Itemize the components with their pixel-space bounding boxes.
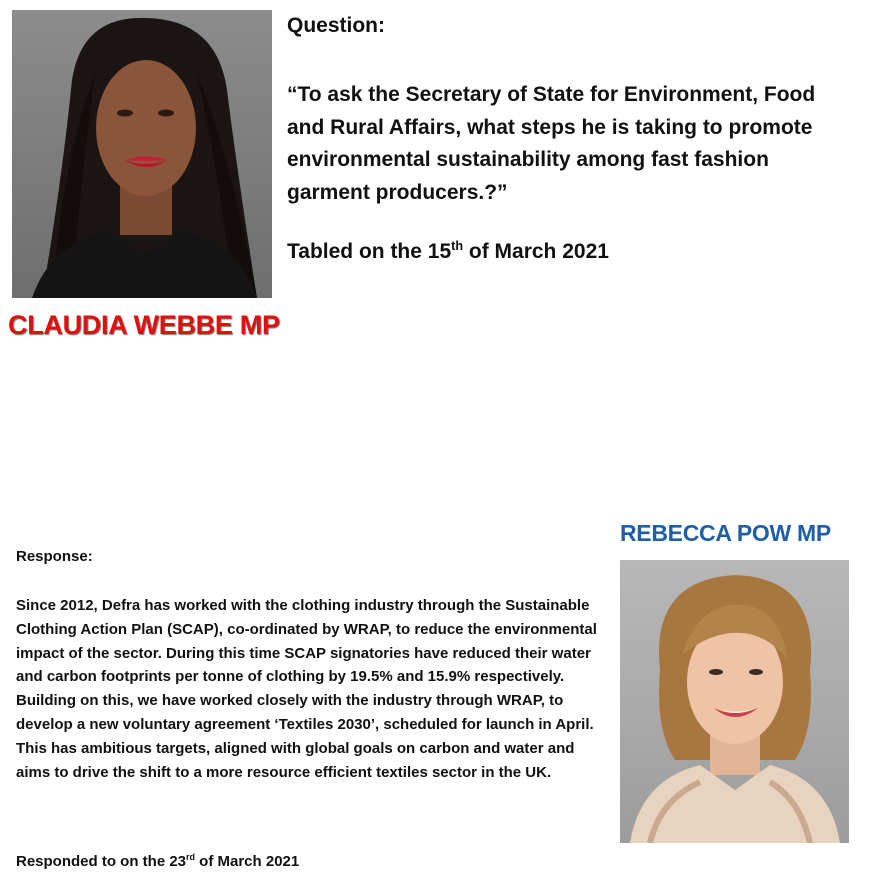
asker-name: CLAUDIA WEBBE MP xyxy=(8,310,280,340)
question-heading: Question: xyxy=(287,14,385,37)
response-text: Since 2012, Defra has worked with the clothing industry through the Sustainable Clothing Action Plan (SCAP), co-ordinated by WRAP, to reduce the environmental impact of the sector. During this time SCAP signatories have reduced their water and carbon footprints per tonne of clothing by 19.5% and 15.9% respectively. Building on this, we have worked closely with the industry through WRAP, to develop a new voluntary agreement ‘Textiles 2030’, scheduled for launch in April. This has ambitious targets, aligned with global goals on carbon and water and aims to drive the shift to a more resource efficient textiles sector in the UK. xyxy=(16,597,597,781)
responder-name: REBECCA POW MP xyxy=(620,520,831,546)
tabled-date-ordinal: th xyxy=(451,239,464,253)
tabled-date xyxy=(287,240,609,264)
responded-date xyxy=(16,853,299,870)
claudia-webbe-portrait xyxy=(12,10,272,298)
responded-date-prefix: Responded to on the 23 xyxy=(16,853,187,870)
tabled-date-prefix: Tabled on the 15 xyxy=(287,240,452,263)
tabled-date-suffix: of March 2021 xyxy=(463,240,609,263)
response-heading: Response: xyxy=(16,548,93,565)
rebecca-pow-portrait xyxy=(620,560,849,843)
question-text: “To ask the Secretary of State for Environment, Food and Rural Affairs, what steps he is taking to promote environmental sustainability among fast fashion garment producers.?” xyxy=(287,83,816,204)
responded-date-ordinal: rd xyxy=(186,852,196,862)
responded-date-suffix: of March 2021 xyxy=(195,853,300,870)
